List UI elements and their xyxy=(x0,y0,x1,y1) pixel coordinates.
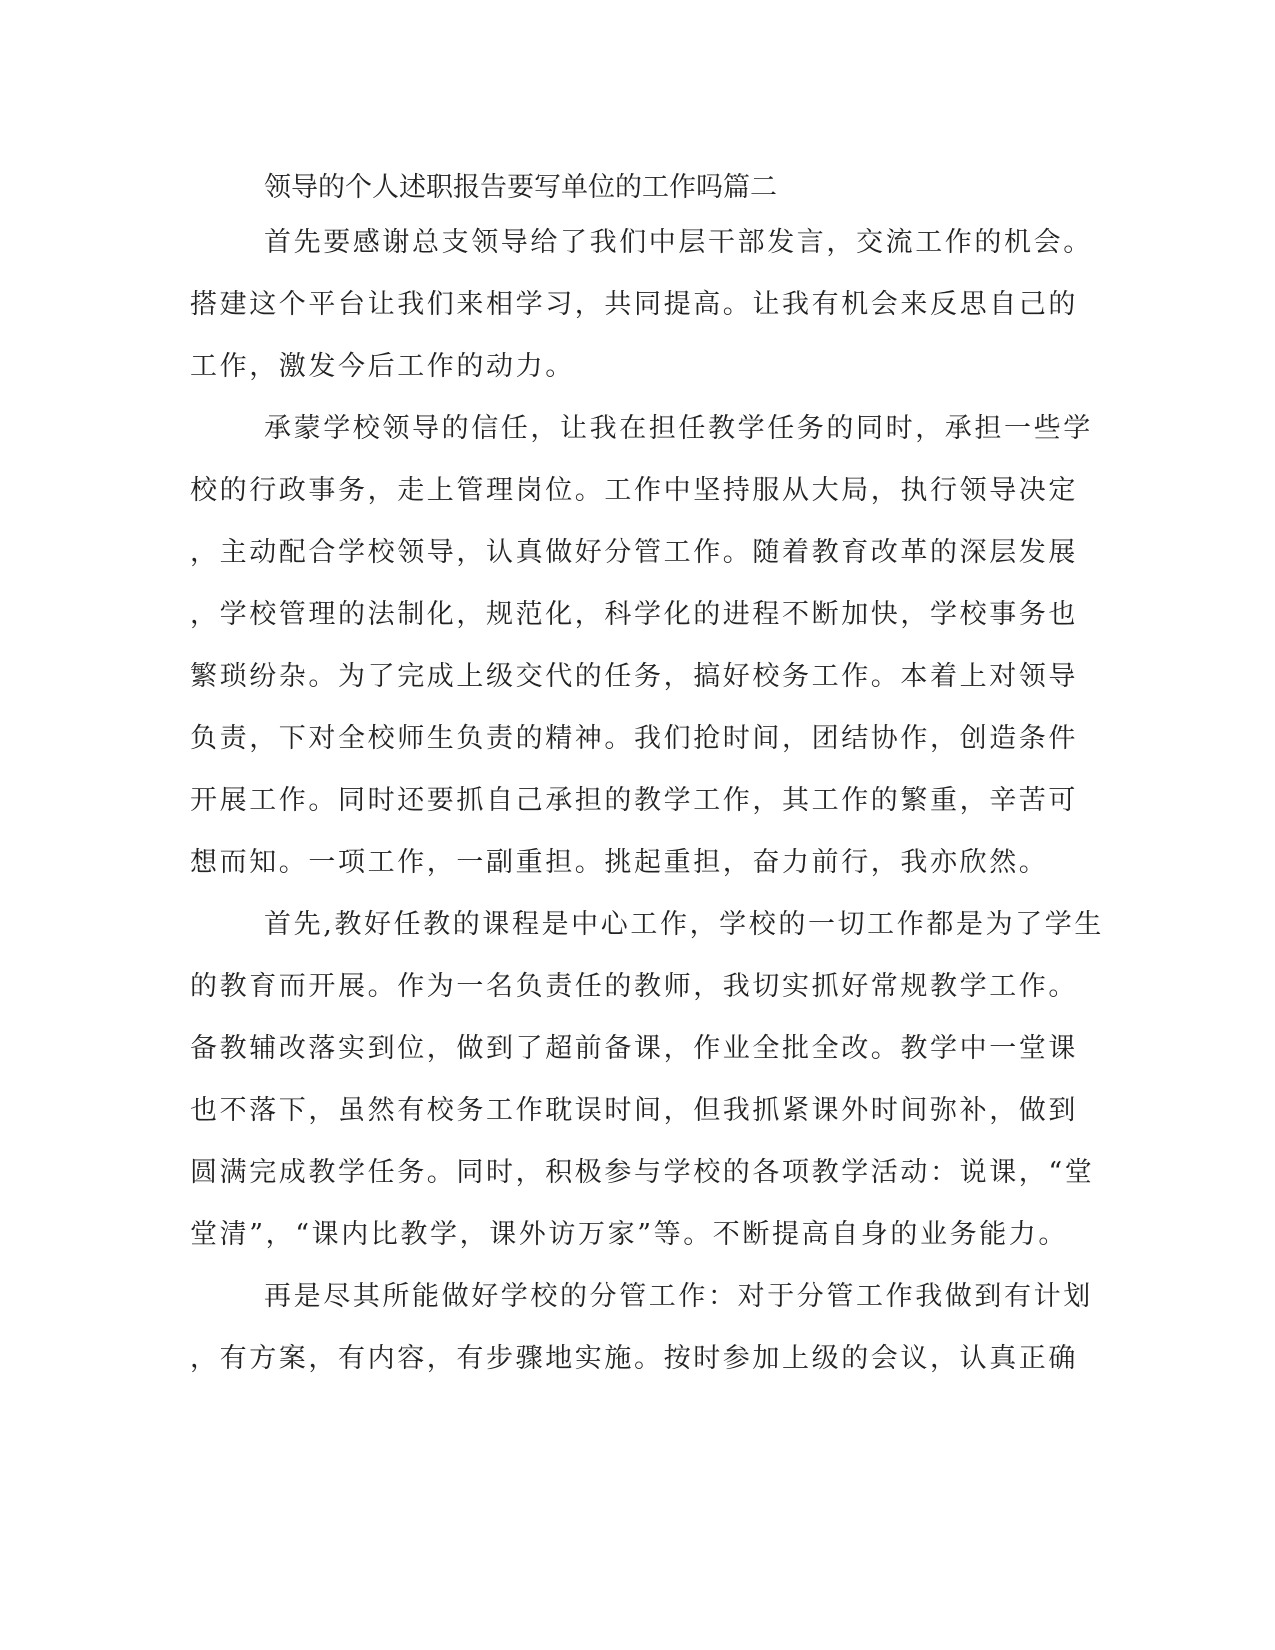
text-line: 也不落下，虽然有校务工作耽误时间，但我抓紧课外时间弥补，做到 xyxy=(190,1095,1078,1126)
text-line: 的教育而开展。作为一名负责任的教师，我切实抓好常规教学工作。 xyxy=(190,971,1078,1002)
text-line: 首先,教好任教的课程是中心工作，学校的一切工作都是为了学生 xyxy=(264,909,1104,940)
document-body xyxy=(190,164,1104,1390)
text-line: 校的行政事务，走上管理岗位。工作中坚持服从大局，执行领导决定 xyxy=(190,475,1078,506)
text-line: 负责，下对全校师生负责的精神。我们抢时间，团结协作，创造条件 xyxy=(190,723,1078,754)
text-line: 想而知。一项工作，一副重担。挑起重担，奋力前行，我亦欣然。 xyxy=(190,847,1049,878)
paragraph-4 xyxy=(190,1266,1093,1390)
text-line: 堂清”，“课内比教学，课外访万家”等。不断提高自身的业务能力。 xyxy=(190,1219,1069,1250)
text-line: 工作，激发今后工作的动力。 xyxy=(190,351,575,382)
text-line: 开展工作。同时还要抓自己承担的教学工作，其工作的繁重，辛苦可 xyxy=(190,785,1078,816)
text-line: 承蒙学校领导的信任，让我在担任教学任务的同时，承担一些学 xyxy=(264,413,1093,444)
text-line: 圆满完成教学任务。同时，积极参与学校的各项教学活动：说课，“堂 xyxy=(190,1157,1095,1188)
text-line: ，有方案，有内容，有步骤地实施。按时参加上级的会议，认真正确 xyxy=(190,1343,1078,1374)
text-line: 繁琐纷杂。为了完成上级交代的任务，搞好校务工作。本着上对领导 xyxy=(190,661,1078,692)
text-line: ，主动配合学校领导，认真做好分管工作。随着教育改革的深层发展 xyxy=(190,537,1078,568)
paragraph-3 xyxy=(190,894,1104,1266)
text-line: ，学校管理的法制化，规范化，科学化的进程不断加快，学校事务也 xyxy=(190,599,1078,630)
paragraph-2 xyxy=(190,398,1093,894)
text-line: 备教辅改落实到位，做到了超前备课，作业全批全改。教学中一堂课 xyxy=(190,1033,1078,1064)
paragraph-1 xyxy=(190,212,1093,398)
text-line: 搭建这个平台让我们来相学习，共同提高。让我有机会来反思自己的 xyxy=(190,289,1078,320)
text-line: 首先要感谢总支领导给了我们中层干部发言，交流工作的机会。 xyxy=(264,227,1093,258)
text-line: 再是尽其所能做好学校的分管工作：对于分管工作我做到有计划 xyxy=(264,1281,1093,1312)
document-title: 领导的个人述职报告要写单位的工作吗篇二 xyxy=(264,172,777,203)
